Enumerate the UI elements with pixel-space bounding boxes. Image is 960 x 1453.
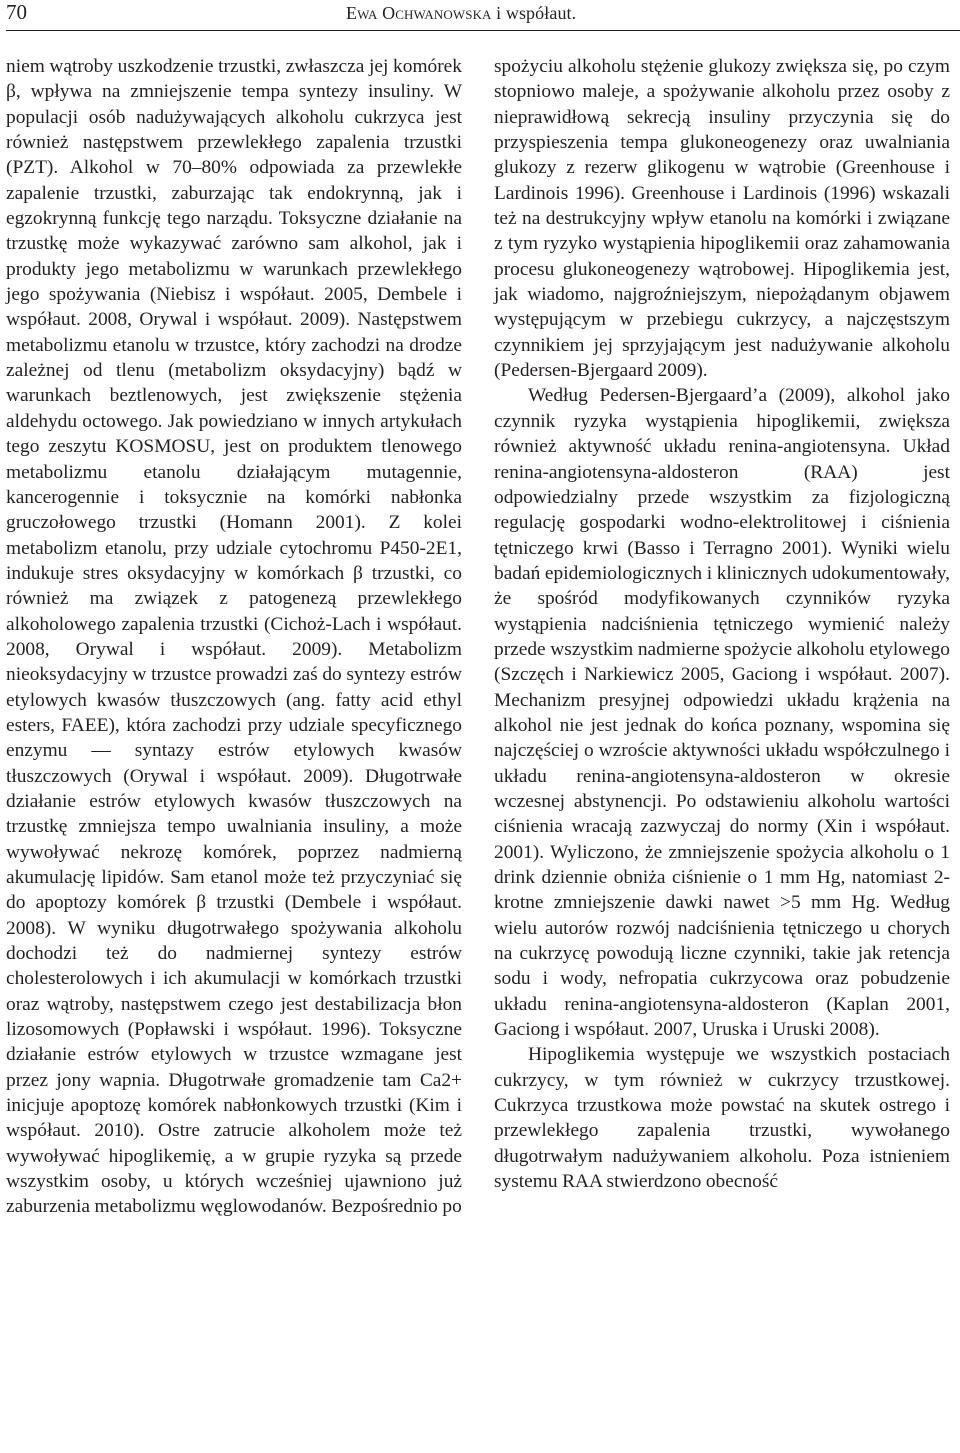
page-number: 70 <box>6 0 27 24</box>
header-rule <box>6 30 960 31</box>
running-header <box>6 0 960 44</box>
left-column <box>6 54 462 1220</box>
right-column <box>494 54 950 1194</box>
right-paragraph-2: Według Pedersen-Bjergaard’a (2009), alkohol jako czynnik ryzyka wystąpienia hipoglikemii, zwiększa również aktywność układu renina-angiotensyna. Układ renina-angiotensyna-aldosteron (RAA) jest odpowiedzialny przede wszystkim za fizjologiczną regulację gospodarki wodno-elektrolitowej i ciśnienia tętniczego krwi (Basso i Terragno 2001). Wyniki wielu badań epidemiologicznych i klinicznych udokumentowały, że spośród modyfikowanych czynników ryzyka wystąpienia nadciśnienia tętniczego wymienić należy przede wszystkim nadmierne spożycie alkoholu etylowego (Szczęch i Narkiewicz 2005, Gaciong i współaut. 2007). Mechanizm presyjnej odpowiedzi układu krążenia na alkohol nie jest jednak do końca poznany, wspomina się najczęściej o wzroście aktywności układu współczulnego i układu renina-angiotensyna-aldosteron w okresie wczesnej abstynencji. Po odstawieniu alkoholu wartości ciśnienia wracają zazwyczaj do normy (Xin i współaut. 2001). Wyliczono, że zmniejszenie spożycia alkoholu o 1 drink dziennie obniża ciśnienie o 1 mm Hg, natomiast 2-krotne zmniejszenie dawki nawet >5 mm Hg. Według wielu autorów rozwój nadciśnienia tętniczego u chorych na cukrzycę powodują liczne czynniki, takie jak retencja sodu i wody, nefropatia cukrzycowa oraz pobudzenie układu renina-angiotensyna-aldosteron (Kaplan 2001, Gaciong i współaut. 2007, Uruska i Uruski 2008). <box>494 385 950 1041</box>
right-paragraph-1: spożyciu alkoholu stężenie glukozy zwiększa się, po czym stopniowo maleje, a spożywanie alkoholu przez osoby z nieprawidłową sekrecją insuliny przyczynia się do przyspieszenia tempa glukoneogenezy oraz uwalniania glukozy z rezerw glikogenu w wątrobie (Greenhouse i Lardinois 1996). Greenhouse i Lardinois (1996) wskazali też na destrukcyjny wpływ etanolu na komórki i związane z tym ryzyko wystąpienia hipoglikemii oraz zahamowania procesu glukoneogenezy wątrobowej. Hipoglikemia jest, jak wiadomo, najgroźniejszym, niepożądanym objawem występującym w przebiegu cukrzycy, a najczęstszym czynnikiem jej sprzyjającym jest nadużywanie alkoholu (Pedersen-Bjergaard 2009). <box>494 56 950 382</box>
running-header-author-name: Ewa Ochwanowska <box>346 3 492 23</box>
right-paragraph-3: Hipoglikemia występuje we wszystkich postaciach cukrzycy, w tym również w cukrzycy trzustkowej. Cukrzyca trzustkowa może powstać na skutek ostrego i przewlekłego zapalenia trzustki, wywołanego długotrwałym nadużywaniem alkoholu. Poza istnieniem systemu RAA stwierdzono obecność <box>494 1044 950 1193</box>
running-header-author-suffix: i współaut. <box>491 3 577 23</box>
running-header-authors <box>346 2 576 24</box>
left-paragraph-1: niem wątroby uszkodzenie trzustki, zwłaszcza jej komórek β, wpływa na zmniejszenie tempa syntezy insuliny. W populacji osób nadużywających alkoholu cukrzyca jest również następstwem przewlekłego zapalenia trzustki (PZT). Alkohol w 70–80% odpowiada za przewlekłe zapalenie trzustki, zaburzając tak endokrynną, jak i egzokrynną funkcję tego narządu. Toksyczne działanie na trzustkę może wykazywać zarówno sam alkohol, jak i produkty jego metabolizmu w warunkach przewlekłego jego spożywania (Niebisz i współaut. 2005, Dembele i współaut. 2008, Orywal i współaut. 2009). Następstwem metabolizmu etanolu w trzustce, który zachodzi na drodze zależnej od tlenu (metabolizm oksydacyjny) bądź w warunkach beztlenowych, jest zwiększenie stężenia aldehydu octowego. Jak powiedziano w innych artykułach tego zeszytu KOSMOSU, jest on produktem tlenowego metabolizmu etanolu działającym mutagennie, kancerogennie i toksycznie na komórki nabłonka gruczołowego trzustki (Homann 2001). Z kolei metabolizm etanolu, przy udziale cytochromu P450-2E1, indukuje stres oksydacyjny w komórkach β trzustki, co również ma związek z patogenezą przewlekłego alkoholowego zapalenia trzustki (Cichoż-Lach i współaut. 2008, Orywal i współaut. 2009). Metabolizm nieoksydacyjny w trzustce prowadzi zaś do syntezy estrów etylowych kwasów tłuszczowych (ang. fatty acid ethyl esters, FAEE), która zachodzi przy udziale specyficznego enzymu — syntazy estrów etylowych kwasów tłuszczowych (Orywal i współaut. 2009). Długotrwałe działanie estrów etylowych kwasów tłuszczowych na trzustkę zmniejsza tempo uwalniania insuliny, a może wywoływać nekrozę komórek, poprzez nadmierną akumulację lipidów. Sam etanol może też przyczyniać się do apoptozy komórek β trzustki (Dembele i współaut. 2008). W wyniku długotrwałego spożywania alkoholu dochodzi też do nadmiernej syntezy estrów cholesterolowych i ich akumulacji w komórkach trzustki oraz wątroby, następstwem czego jest destabilizacja błon lizosomowych (Popławski i współaut. 1996). Toksyczne działanie estrów etylowych w trzustce wzmagane jest przez jony wapnia. Długotrwałe gromadzenie tam Ca2+ inicjuje apoptozę komórek nabłonkowych trzustki (Kim i współaut. 2010). Ostre zatrucie alkoholem może też wywoływać hipoglikemię, a w grupie ryzyka są przede wszystkim osoby, u których wcześniej ujawniono już zaburzenia metabolizmu węglowodanów. Bezpośrednio po <box>6 56 462 1218</box>
